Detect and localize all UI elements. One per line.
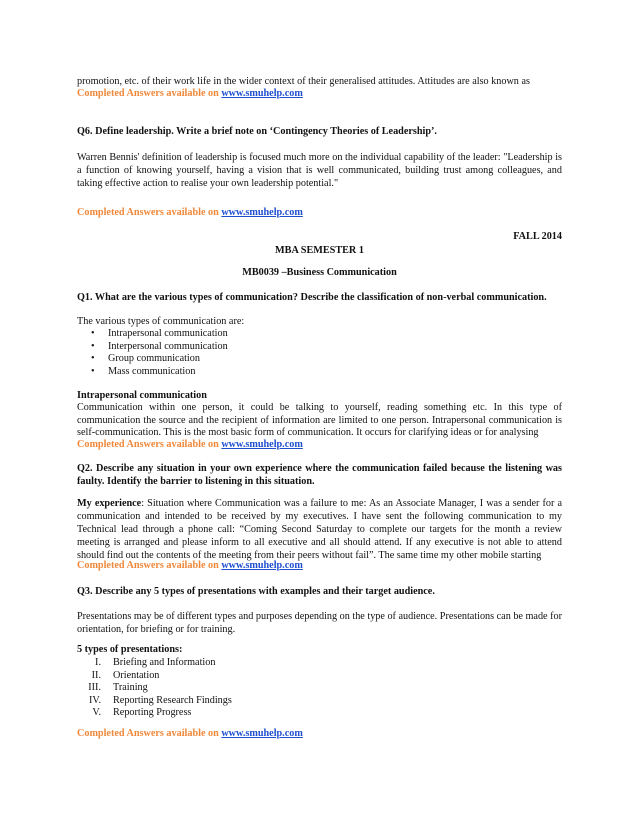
list-item: • Mass communication — [91, 366, 561, 379]
promo-line — [77, 560, 303, 573]
list-item: IV. Reporting Research Findings — [89, 694, 232, 706]
promo-link[interactable]: www.smuhelp.com — [221, 207, 303, 218]
promo-text: Completed Answers available on — [77, 88, 219, 99]
q3-heading: Q3. Describe any 5 types of presentations with examples and their target audience. — [77, 586, 435, 597]
list-item: • Interpersonal communication — [91, 341, 561, 354]
list-item: III. Training — [88, 682, 148, 694]
intro-line: promotion, etc. of their work life in the wider context of their generalised attitudes. Attitudes are also known as — [77, 76, 530, 87]
promo-link[interactable]: www.smuhelp.com — [221, 439, 303, 450]
promo-link[interactable]: www.smuhelp.com — [221, 560, 303, 571]
q6-answer: Warren Bennis' definition of leadership is focused much more on the individual capability of the leader: "Leadership is a function of knowing yourself, having a vision that is well communicated, building trust among colleagues, and taking effective action to realise your own leadership potential." — [77, 152, 562, 189]
q2-label: My experience — [77, 498, 142, 509]
q1-subheading: Intrapersonal communication — [77, 390, 207, 401]
promo-text: Completed Answers available on — [77, 560, 219, 571]
promo-line — [77, 88, 303, 101]
list-item: II. Orientation — [91, 669, 160, 681]
q2-text: : Situation where Communication was a failure to me: As an Associate Manager, I was a sender for a communication and intended to be received by my executives. I have sent the following communication to my Technical lead through a phone call: “Coming Second Saturday to complete our targets for the month a review meeting is arranged and please inform to all executive and all should attend. If any executive is not able to attend should find out the contents of the meeting from their peers without fail”. The same time my other mobile starting — [77, 498, 562, 561]
communication-types-list — [77, 328, 561, 378]
q2-heading: Q2. Describe any situation in your own experience where the communication failed because the listening was faulty. Identify the barrier to listening in this situation. — [77, 463, 562, 487]
promo-line — [77, 728, 303, 741]
list-item: • Group communication — [91, 353, 561, 366]
q2-body — [77, 497, 562, 562]
list-item: • Intrapersonal communication — [91, 328, 561, 341]
term-label: FALL 2014 — [513, 231, 562, 242]
q3-body: Presentations may be of different types and purposes depending on the type of audience. Presentations can be made for orientation, for briefing or for training. — [77, 611, 562, 635]
q1-intro: The various types of communication are: — [77, 316, 245, 327]
q1-heading: Q1. What are the various types of communication? Describe the classification of non-verbal communication. — [77, 292, 547, 303]
promo-line — [77, 207, 303, 220]
promo-text: Completed Answers available on — [77, 207, 219, 218]
list-item: V. Reporting Progress — [92, 707, 192, 719]
semester-label: MBA SEMESTER 1 — [275, 245, 364, 256]
promo-text: Completed Answers available on — [77, 439, 219, 450]
promo-text: Completed Answers available on — [77, 728, 219, 739]
presentation-types-list — [77, 657, 547, 720]
promo-link[interactable]: www.smuhelp.com — [221, 88, 303, 99]
course-title: MB0039 –Business Communication — [242, 267, 397, 278]
promo-link[interactable]: www.smuhelp.com — [221, 728, 303, 739]
promo-line — [77, 439, 303, 452]
q3-list-title: 5 types of presentations: — [77, 644, 183, 655]
list-item: I. Briefing and Information — [95, 657, 216, 668]
q1-body: Communication within one person, it could be talking to yourself, reading something etc. In this type of communication the source and the recipient of information are limited to one person. Intrapersonal communication is self-communication. This is the most basic form of communication. It occurs for clarifying ideas or for analysing — [77, 402, 562, 439]
q6-heading: Q6. Define leadership. Write a brief note on ‘Contingency Theories of Leadership’. — [77, 126, 437, 137]
